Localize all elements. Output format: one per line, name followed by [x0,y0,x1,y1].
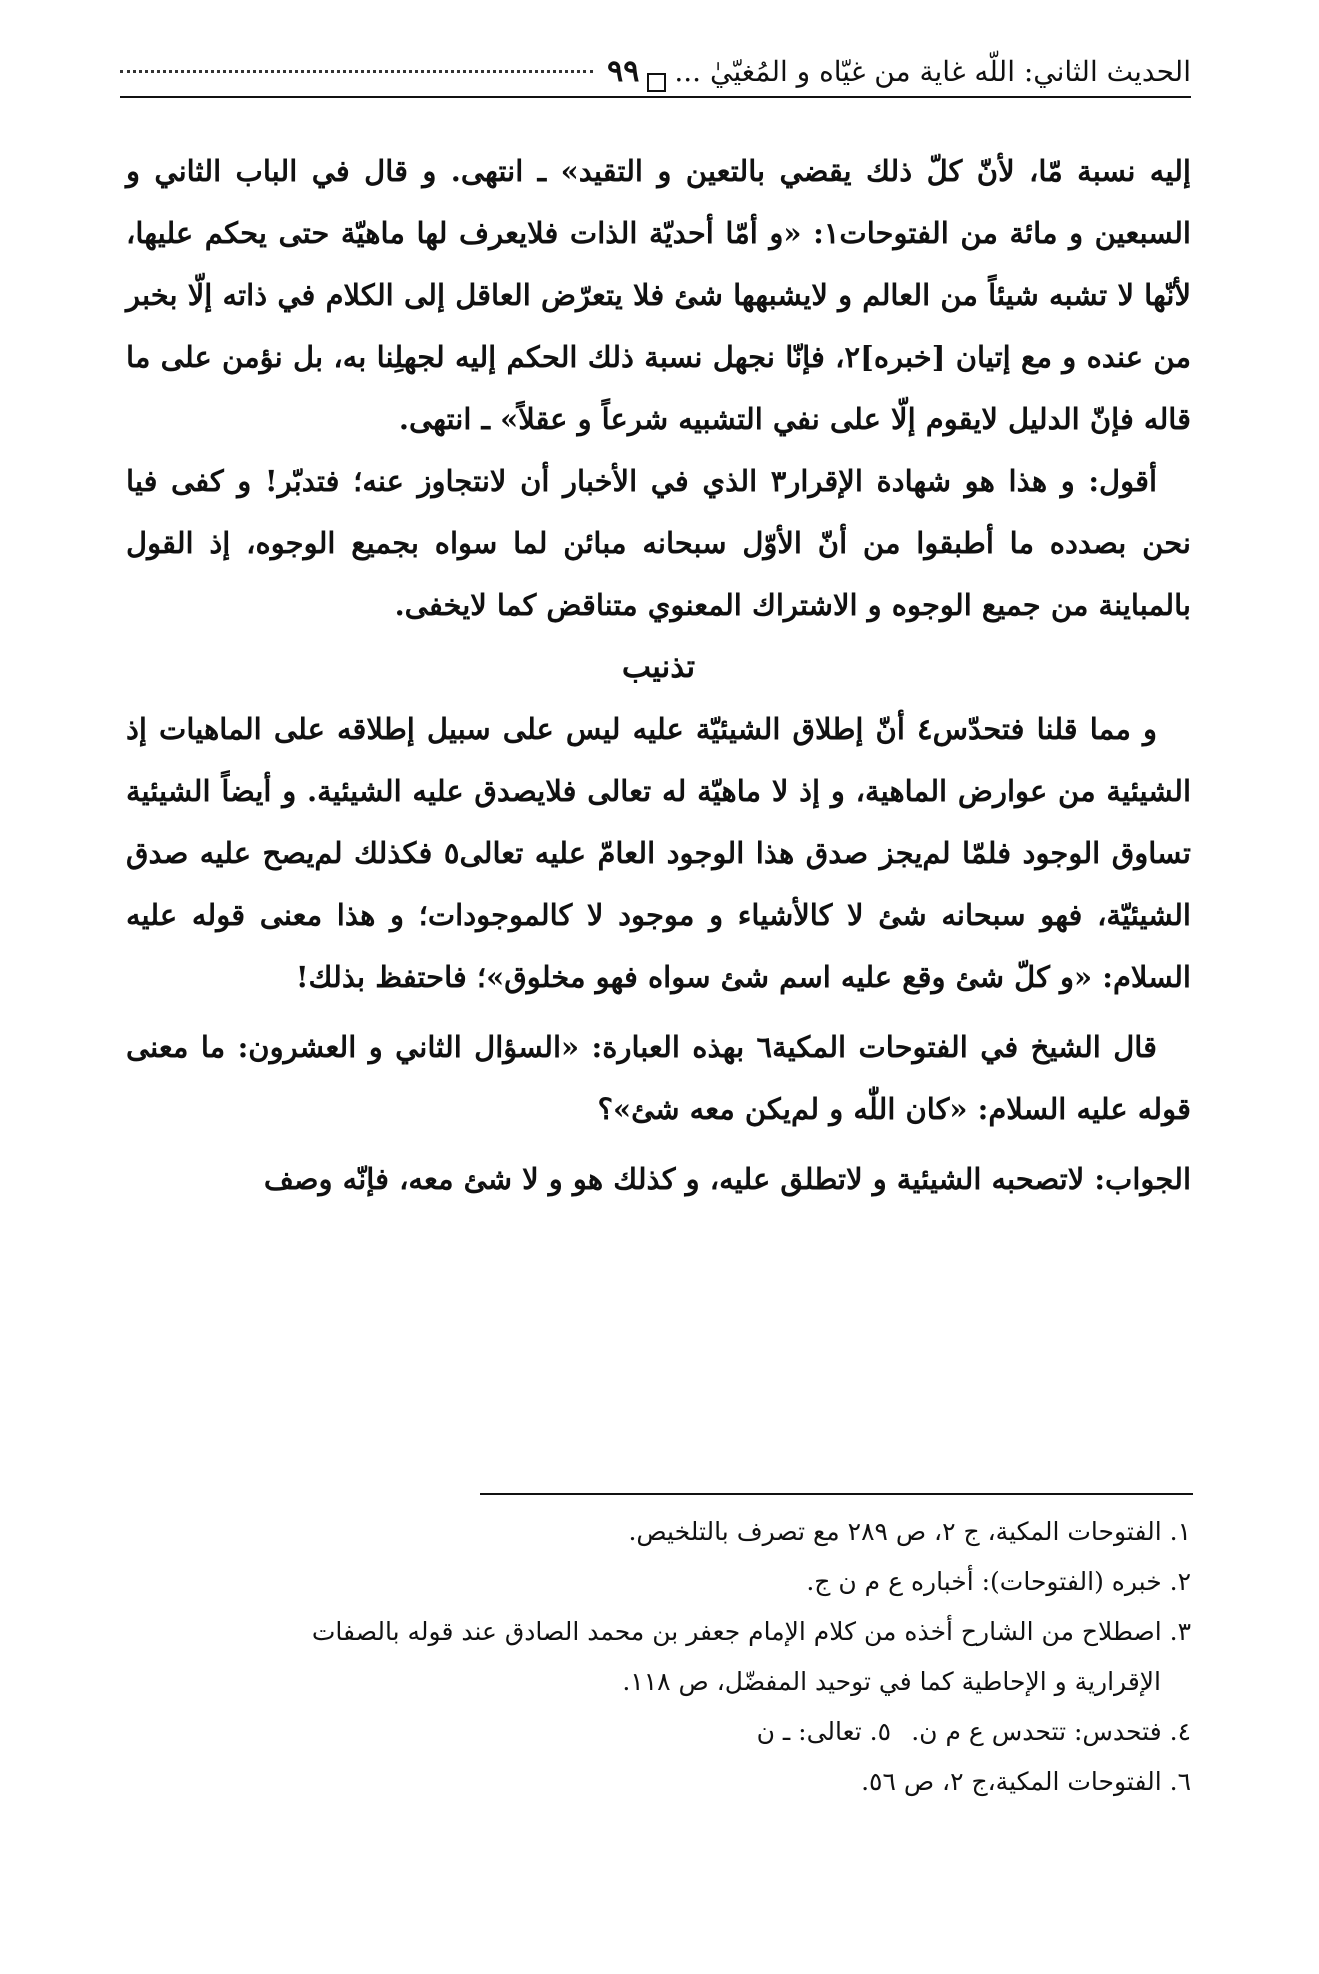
paragraph-4: قال الشيخ في الفتوحات المكية٦ بهذه العبارة: «السؤال الثاني و العشرون: ما معنى قوله عليه السلام: «كان اللّٰه و لم‌يكن معه شئ»؟ [126,1030,1191,1126]
header-rule [120,96,1191,98]
footnote-5: ٥. تعالى: ـ ن [756,1717,891,1746]
paragraph-3: و مما قلنا فتحدّس٤ أنّ إطلاق الشيئيّة عليه ليس على سبيل إطلاقه على الماهيات إذ الشيئية من عوارض الماهية، و إذ لا ماهيّة له تعالى فلايصدق عليه الشيئية. و أيضاً الشيئية تساوق الوجود فلمّا لم‌يجز صدق هذا الوجود العامّ عليه تعالى٥ فكذلك لم‌يصح عليه صدق الشيئيّة، فهو سبحانه شئ لا كالأشياء و موجود لا كالموجودات؛ و هذا معنى قوله عليه السلام: «و كلّ شئ وقع عليه اسم شئ سواه فهو مخلوق»؛ فاحتفظ بذلك! [126,712,1191,994]
footnote-rule [480,1493,1193,1495]
footnote-2: ٢. خبره (الفتوحات): أخباره ع م ن ج. [806,1567,1191,1596]
footnotes [126,1507,1191,1807]
section-heading: تذنيب [621,649,696,685]
footnote-4: ٤. فتحدس: تتحدس ع م ن. [911,1717,1191,1746]
running-header [120,42,1191,92]
paragraph-2: أقول: و هذا هو شهادة الإقرار٣ الذي في الأخبار أن لانتجاوز عنه؛ فتدبّر! و كفى فيا نحن بصدده ما أطبقوا من أنّ الأوّل سبحانه مبائن لما سواه بجميع الوجوه، إذ القول بالمباينة من جميع الوجوه و الاشتراك المعنوي متناقض كما لايخفى. [126,464,1191,622]
paragraph-1: إليه نسبة مّا، لأنّ كلّ ذلك يقضي بالتعين و التقيد» ـ انتهى. و قال في الباب الثاني و السبعين و مائة من الفتوحات١: «و أمّا أحديّة الذات فلايعرف لها ماهيّة حتى يحكم عليها، لأنّها لا تشبه شيئاً من العالم و لايشبهها شئ فلا يتعرّض العاقل إلى الكلام في ذاته إلّا بخبر من عنده و مع إتيان [خبره]٢، فإنّا نجهل نسبة ذلك الحكم إليه لجهلِنا به، بل نؤمن على ما قاله فإنّ الدليل لايقوم إلّا على نفي التشبيه شرعاً و عقلاً» ـ انتهى. [126,154,1191,436]
header-leader-dots [120,62,593,73]
footnote-row [126,1707,1191,1757]
running-title: الحديث الثاني: اللّه غاية من غيّاه و المُغيّيٰ ... [674,55,1191,88]
footnote-1: ١. الفتوحات المكية، ج ٢، ص ٢٨٩ مع تصرف بالتلخيص. [628,1517,1191,1546]
footnote-3: ٣. اصطلاح من الشارح أخذه من كلام الإمام جعفر بن محمد الصادق عند قوله بالصفات [311,1617,1191,1646]
footnote-3-continued: الإقرارية و الإحاطية كما في توحيد المفضّل، ص ١١٨. [622,1667,1161,1696]
footnote-6: ٦. الفتوحات المكية،ج ٢، ص ٥٦. [861,1767,1191,1796]
main-text [126,140,1191,1210]
paragraph-5: الجواب: لاتصحبه الشيئية و لاتطلق عليه، و كذلك هو و لا شئ معه، فإنّه وصف [263,1162,1191,1196]
square-marker-icon [647,73,666,92]
page-number: ٩٩ [607,54,640,89]
